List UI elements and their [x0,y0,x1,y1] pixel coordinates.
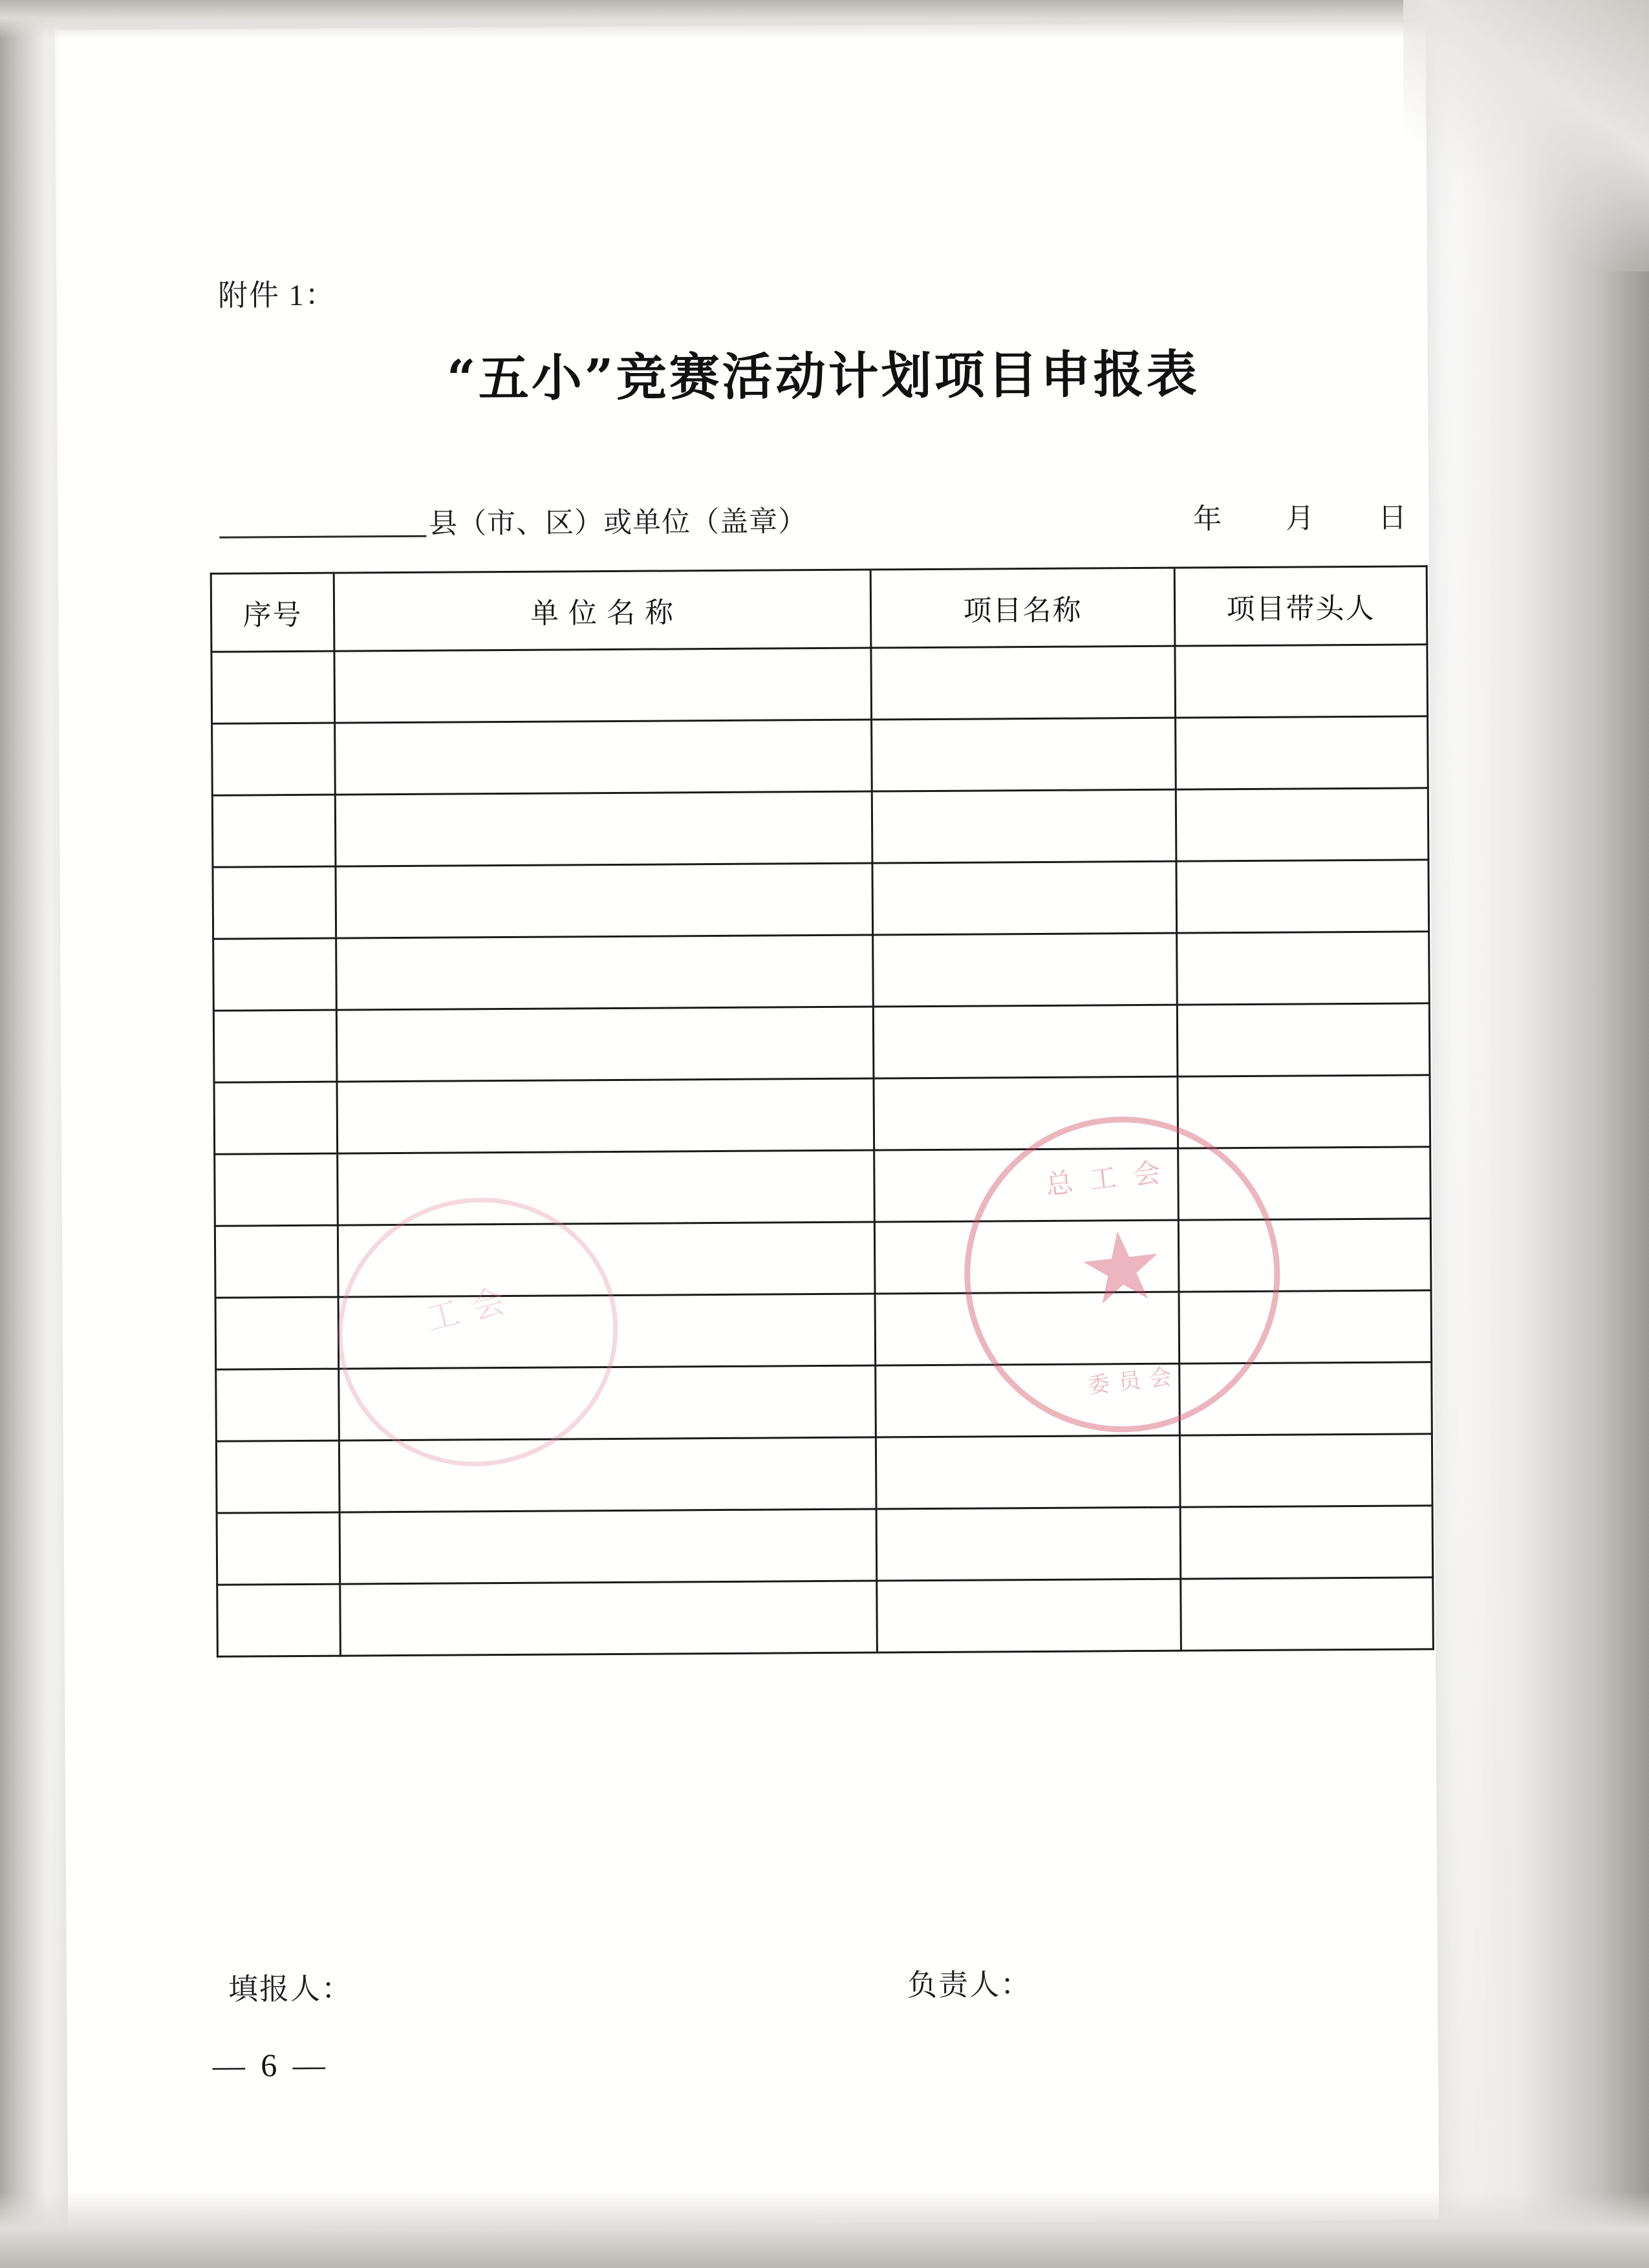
cell-leader[interactable] [1176,716,1428,789]
table-row[interactable] [211,645,1428,723]
cell-unit[interactable] [338,1294,876,1369]
cell-project[interactable] [875,1292,1180,1365]
cell-leader[interactable] [1180,1434,1432,1507]
table-row[interactable] [213,932,1430,1011]
cell-unit[interactable] [339,1509,877,1584]
attachment-label: 附件 1： [217,278,336,312]
cell-unit[interactable] [339,1365,876,1440]
cell-project[interactable] [873,1005,1178,1078]
column-header-project: 项目名称 [870,568,1175,648]
cell-project[interactable] [874,1148,1179,1222]
cell-unit[interactable] [335,720,872,795]
cell-project[interactable] [871,646,1176,720]
cell-unit[interactable] [335,791,872,866]
table-row[interactable] [215,1290,1432,1369]
cell-unit[interactable] [338,1150,875,1225]
cell-leader[interactable] [1178,1219,1431,1292]
subheader [219,494,1448,543]
cell-unit[interactable] [336,1007,874,1082]
unit-blank-field[interactable] [219,535,426,539]
cell-index[interactable] [212,795,336,867]
table-row[interactable] [216,1362,1432,1441]
table-row[interactable] [212,788,1428,867]
cell-unit[interactable] [336,935,874,1010]
cell-unit[interactable] [334,648,872,723]
table-row[interactable] [212,716,1428,795]
cell-unit[interactable] [339,1437,876,1512]
cell-project[interactable] [874,1220,1179,1294]
table-row[interactable] [215,1147,1431,1226]
stamp-star-icon: ★ [1072,1210,1171,1327]
cell-project[interactable] [874,1076,1178,1150]
date-label: 年 月 日 [1193,502,1436,535]
cell-index[interactable] [217,1512,340,1585]
cell-index[interactable] [216,1369,339,1441]
cell-project[interactable] [872,718,1176,791]
cell-leader[interactable] [1178,1147,1431,1220]
cell-project[interactable] [873,933,1178,1007]
cell-leader[interactable] [1180,1506,1433,1579]
manager-label: 负责人： [907,1968,1032,2002]
table-body [211,645,1433,1656]
cell-index[interactable] [216,1440,339,1513]
application-table [210,565,1434,1657]
stamp-arc-top-text: 总工会 [1044,1156,1179,1201]
signature-row [228,1958,1444,2008]
cell-index[interactable] [214,1082,338,1154]
cell-leader[interactable] [1177,1003,1430,1076]
column-header-unit: 单 位 名 称 [334,570,871,651]
reporter-label: 填报人： [228,1972,353,2006]
cell-leader[interactable] [1176,860,1429,933]
table-row[interactable] [214,1075,1430,1154]
page-title: “五小”竞赛活动计划项目申报表 [446,345,1200,409]
stamp-arc-bottom-text: 委员会 [1086,1364,1182,1399]
table-row[interactable] [213,860,1429,939]
cell-leader[interactable] [1180,1362,1432,1435]
cell-leader[interactable] [1176,788,1428,861]
cell-index[interactable] [215,1297,339,1369]
cell-index[interactable] [213,1010,337,1082]
cell-project[interactable] [877,1579,1181,1653]
cell-leader[interactable] [1175,645,1428,718]
page-number: — 6 — [212,2046,329,2084]
scan-edge-bottom [0,2190,1649,2268]
table-row[interactable] [217,1506,1433,1585]
cell-leader[interactable] [1178,1075,1430,1148]
scan-corner-shadow [1403,0,1649,272]
table-row[interactable] [215,1219,1431,1298]
cell-project[interactable] [872,789,1176,863]
cell-unit[interactable] [340,1581,878,1656]
cell-unit[interactable] [337,1078,874,1153]
cell-leader[interactable] [1177,932,1430,1005]
table-header-row [211,566,1427,652]
cell-project[interactable] [876,1364,1180,1437]
cell-project[interactable] [876,1507,1181,1581]
cell-unit[interactable] [338,1222,875,1297]
cell-index[interactable] [212,723,336,795]
cell-index[interactable] [211,651,335,723]
cell-project[interactable] [876,1435,1180,1509]
cell-index[interactable] [217,1584,341,1656]
scan-edge-top [0,0,1649,39]
cell-project[interactable] [872,861,1177,935]
table-row[interactable] [213,1003,1430,1082]
scan-edge-left [0,0,61,2268]
cell-index[interactable] [215,1153,338,1226]
cell-leader[interactable] [1179,1290,1432,1364]
table-row[interactable] [217,1578,1434,1656]
column-header-index: 序号 [211,573,334,652]
cell-leader[interactable] [1181,1578,1434,1651]
cell-unit[interactable] [336,863,873,938]
column-header-leader: 项目带头人 [1174,566,1427,646]
cell-index[interactable] [215,1225,338,1298]
cell-index[interactable] [213,866,336,939]
unit-label: 县（市、区）或单位（盖章） [429,506,808,540]
secondary-stamp-text: 工会 [422,1279,522,1339]
scan-edge-right [1436,0,1649,2268]
table-row[interactable] [216,1434,1432,1513]
cell-index[interactable] [213,938,337,1011]
